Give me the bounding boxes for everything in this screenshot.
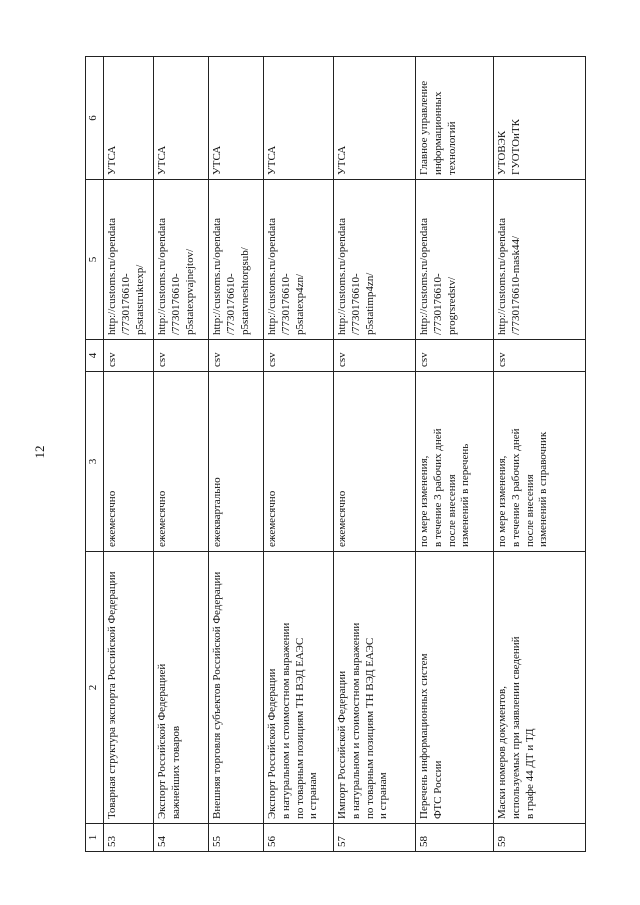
header-row: [86, 57, 104, 852]
row-number: 58: [416, 824, 494, 852]
table-row: [104, 57, 154, 852]
update-period: ежемесячно: [104, 372, 154, 552]
dataset-url: http://customs.ru/opendata /7730176610-mask44/: [494, 180, 586, 340]
responsible-unit: Главное управление информационных технологий: [416, 57, 494, 180]
update-period: ежемесячно: [154, 372, 209, 552]
responsible-unit: УТСА: [209, 57, 264, 180]
data-format: csv: [154, 340, 209, 372]
dataset-url: http://customs.ru/opendata /7730176610- progrsredstv/: [416, 180, 494, 340]
table-row: [334, 57, 416, 852]
dataset-name: Внешняя торговля субъектов Российской Федерации: [209, 552, 264, 824]
dataset-url: http://customs.ru/opendata /7730176610- p5statexp4zn/: [264, 180, 334, 340]
update-period: ежемесячно: [334, 372, 416, 552]
data-format: csv: [104, 340, 154, 372]
column-header-6: 6: [86, 57, 104, 180]
dataset-name: Экспорт Российской Федерации в натуральном и стоимостном выражении по товарным позициям ТН ВЭД ЕАЭС и странам: [264, 552, 334, 824]
dataset-name: Маски номеров документов, используемых при заявлении сведений в графе 44 ДТ и ТД: [494, 552, 586, 824]
open-data-table: [85, 56, 586, 852]
page-number: 12: [32, 445, 47, 459]
dataset-name: Перечень информационных систем ФТС России: [416, 552, 494, 824]
data-format: csv: [334, 340, 416, 372]
row-number: 59: [494, 824, 586, 852]
table-row: [494, 57, 586, 852]
data-format: csv: [209, 340, 264, 372]
column-header-3: 3: [86, 372, 104, 552]
update-period: по мере изменения, в течение 3 рабочих дней после внесения изменений в справочник: [494, 372, 586, 552]
data-format: csv: [264, 340, 334, 372]
column-header-4: 4: [86, 340, 104, 372]
dataset-name: Товарная структура экспорта Российской Федерации: [104, 552, 154, 824]
row-number: 53: [104, 824, 154, 852]
column-header-1: 1: [86, 824, 104, 852]
responsible-unit: УТСА: [154, 57, 209, 180]
dataset-name: Импорт Российской Федерации в натуральном и стоимостном выражении по товарным позициям ТН ВЭД ЕАЭС и странам: [334, 552, 416, 824]
responsible-unit: УТОВЭК ГУОТОиТК: [494, 57, 586, 180]
responsible-unit: УТСА: [264, 57, 334, 180]
rotated-table-container: [85, 57, 585, 852]
update-period: ежемесячно: [264, 372, 334, 552]
data-format: csv: [494, 340, 586, 372]
dataset-url: http://customs.ru/opendata /7730176610- p5statimp4zn/: [334, 180, 416, 340]
column-header-5: 5: [86, 180, 104, 340]
dataset-url: http://customs.ru/opendata /7730176610- p5statvneshtorgsub/: [209, 180, 264, 340]
row-number: 54: [154, 824, 209, 852]
update-period: по мере изменения, в течение 3 рабочих дней после внесения изменений в перечень: [416, 372, 494, 552]
table-row: [264, 57, 334, 852]
row-number: 57: [334, 824, 416, 852]
table-row: [154, 57, 209, 852]
row-number: 56: [264, 824, 334, 852]
table-row: [209, 57, 264, 852]
dataset-url: http://customs.ru/opendata /7730176610- p5statstruktexp/: [104, 180, 154, 340]
dataset-name: Экспорт Российской Федерацией важнейших товаров: [154, 552, 209, 824]
update-period: ежеквартально: [209, 372, 264, 552]
responsible-unit: УТСА: [334, 57, 416, 180]
dataset-url: http://customs.ru/opendata /7730176610- p5statexpvajnejtov/: [154, 180, 209, 340]
table-row: [416, 57, 494, 852]
responsible-unit: УТСА: [104, 57, 154, 180]
column-header-2: 2: [86, 552, 104, 824]
data-format: csv: [416, 340, 494, 372]
row-number: 55: [209, 824, 264, 852]
